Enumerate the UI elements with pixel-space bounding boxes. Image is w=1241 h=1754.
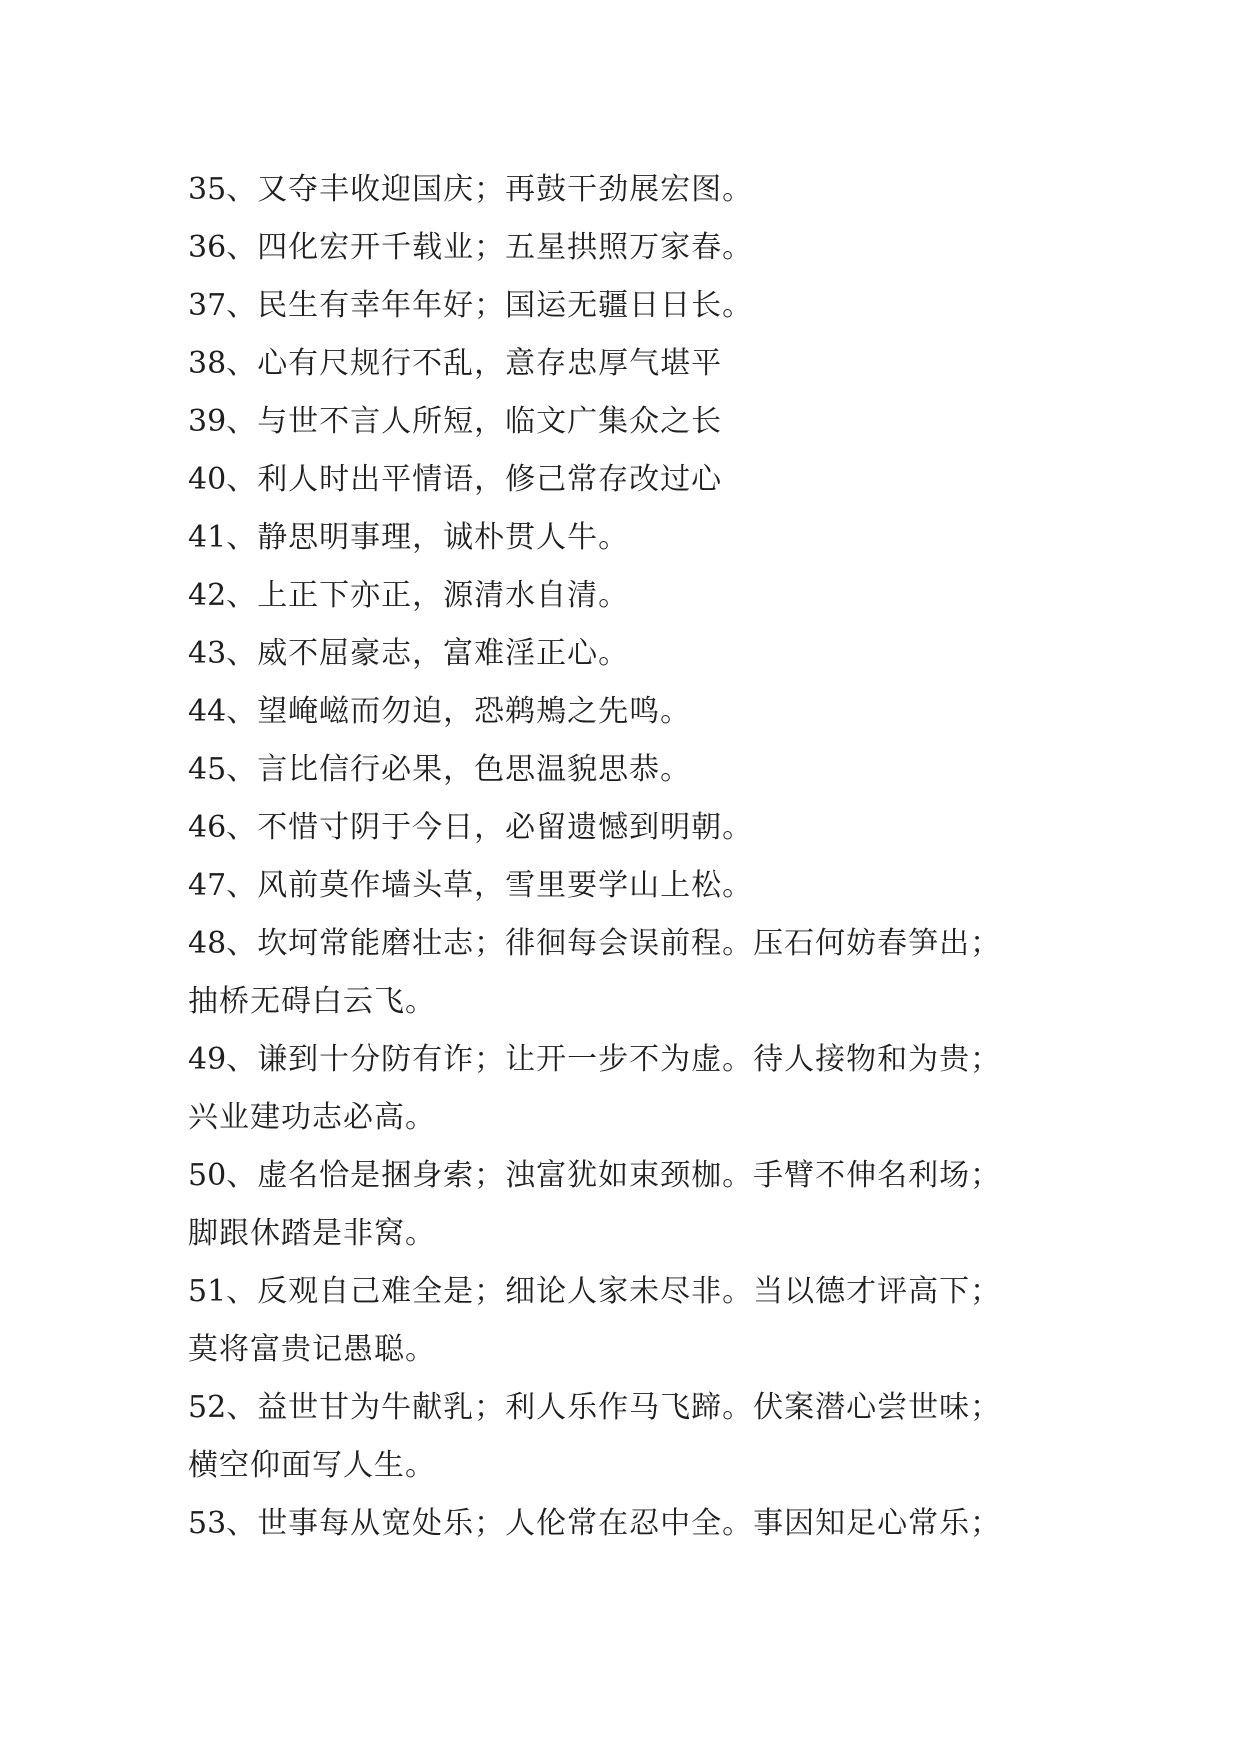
couplet-entry bbox=[188, 335, 1088, 393]
entry-separator: 、 bbox=[226, 1506, 258, 1541]
couplet-first-line bbox=[188, 799, 1088, 857]
couplet-first-line bbox=[188, 277, 1088, 335]
couplet-text: 兴业建功志必高。 bbox=[188, 1100, 436, 1135]
couplet-entry bbox=[188, 1263, 1088, 1379]
couplet-first-line bbox=[188, 567, 1088, 625]
entry-number: 37 bbox=[188, 288, 227, 323]
couplet-entry bbox=[188, 1495, 1088, 1553]
entry-number: 50 bbox=[188, 1158, 227, 1193]
couplet-first-line bbox=[188, 1031, 1088, 1089]
couplet-text: 与世不言人所短，临文广集众之长 bbox=[257, 404, 723, 439]
couplet-first-line bbox=[188, 161, 1088, 219]
couplet-text: 不惜寸阴于今日，必留遗憾到明朝。 bbox=[257, 810, 754, 845]
entry-number: 36 bbox=[188, 230, 227, 265]
entry-number: 47 bbox=[188, 868, 227, 903]
couplet-text: 反观自己难全是；细论人家未尽非。当以德才评高下； bbox=[257, 1274, 1002, 1309]
couplet-first-line bbox=[188, 857, 1088, 915]
couplet-first-line bbox=[188, 393, 1088, 451]
couplet-text: 谦到十分防有诈；让开一步不为虚。待人接物和为贵； bbox=[257, 1042, 1002, 1077]
couplet-text: 益世甘为牛献乳；利人乐作马飞蹄。伏案潜心尝世味； bbox=[257, 1390, 1002, 1425]
couplet-text: 世事每从宽处乐；人伦常在忍中全。事因知足心常乐； bbox=[257, 1506, 1002, 1541]
entry-number: 38 bbox=[188, 346, 227, 381]
couplet-entry bbox=[188, 451, 1088, 509]
entry-separator: 、 bbox=[226, 1274, 258, 1309]
couplet-entry bbox=[188, 683, 1088, 741]
couplet-entry bbox=[188, 567, 1088, 625]
couplet-text: 心有尺规行不乱，意存忠厚气堪平 bbox=[257, 346, 723, 381]
entry-number: 43 bbox=[188, 636, 227, 671]
entry-separator: 、 bbox=[226, 1390, 258, 1425]
entry-separator: 、 bbox=[226, 172, 258, 207]
couplet-entry bbox=[188, 741, 1088, 799]
couplet-first-line bbox=[188, 1263, 1088, 1321]
couplet-text: 坎坷常能磨壮志；徘徊每会误前程。压石何妨春笋出； bbox=[257, 926, 1002, 961]
entry-separator: 、 bbox=[226, 404, 258, 439]
couplet-first-line bbox=[188, 625, 1088, 683]
couplet-entry bbox=[188, 509, 1088, 567]
couplet-text: 莫将富贵记愚聪。 bbox=[188, 1332, 436, 1367]
couplet-continuation-line bbox=[188, 1437, 1088, 1495]
entry-number: 48 bbox=[188, 926, 227, 961]
entry-separator: 、 bbox=[226, 1158, 258, 1193]
couplet-entry bbox=[188, 1031, 1088, 1147]
entry-separator: 、 bbox=[226, 636, 258, 671]
couplet-text: 抽桥无碍白云飞。 bbox=[188, 984, 436, 1019]
entry-separator: 、 bbox=[226, 810, 258, 845]
couplet-entry bbox=[188, 625, 1088, 683]
couplet-text: 四化宏开千载业；五星拱照万家春。 bbox=[257, 230, 754, 265]
entry-separator: 、 bbox=[226, 694, 258, 729]
couplet-text: 威不屈豪志，富难淫正心。 bbox=[257, 636, 630, 671]
entry-separator: 、 bbox=[226, 926, 258, 961]
couplet-text: 风前莫作墙头草，雪里要学山上松。 bbox=[257, 868, 754, 903]
couplet-first-line bbox=[188, 741, 1088, 799]
couplet-first-line bbox=[188, 683, 1088, 741]
couplet-text: 横空仰面写人生。 bbox=[188, 1448, 436, 1483]
couplet-continuation-line bbox=[188, 1205, 1088, 1263]
couplet-first-line bbox=[188, 1147, 1088, 1205]
couplet-first-line bbox=[188, 1495, 1088, 1553]
couplet-first-line bbox=[188, 219, 1088, 277]
entry-number: 39 bbox=[188, 404, 227, 439]
couplet-text: 民生有幸年年好；国运无疆日日长。 bbox=[257, 288, 754, 323]
entry-separator: 、 bbox=[226, 288, 258, 323]
entry-number: 42 bbox=[188, 578, 227, 613]
couplet-text: 言比信行必果，色思温貌思恭。 bbox=[257, 752, 692, 787]
entry-number: 44 bbox=[188, 694, 227, 729]
couplet-entry bbox=[188, 799, 1088, 857]
couplet-entry bbox=[188, 393, 1088, 451]
couplet-entry bbox=[188, 857, 1088, 915]
couplet-entry bbox=[188, 161, 1088, 219]
entry-number: 41 bbox=[188, 520, 227, 555]
couplet-continuation-line bbox=[188, 1089, 1088, 1147]
entry-separator: 、 bbox=[226, 868, 258, 903]
couplet-first-line bbox=[188, 509, 1088, 567]
couplet-entry bbox=[188, 915, 1088, 1031]
couplet-continuation-line bbox=[188, 973, 1088, 1031]
entry-number: 40 bbox=[188, 462, 227, 497]
entry-separator: 、 bbox=[226, 520, 258, 555]
couplet-text: 脚跟休踏是非窝。 bbox=[188, 1216, 436, 1251]
couplet-entry bbox=[188, 1379, 1088, 1495]
entry-separator: 、 bbox=[226, 346, 258, 381]
couplet-first-line bbox=[188, 915, 1088, 973]
couplet-text: 又夺丰收迎国庆；再鼓干劲展宏图。 bbox=[257, 172, 754, 207]
couplet-text: 利人时出平情语，修己常存改过心 bbox=[257, 462, 723, 497]
couplet-entry bbox=[188, 1147, 1088, 1263]
entry-separator: 、 bbox=[226, 752, 258, 787]
couplet-text: 望崦嵫而勿迫，恐鹈鴂之先鸣。 bbox=[257, 694, 692, 729]
entry-number: 49 bbox=[188, 1042, 227, 1077]
entry-number: 53 bbox=[188, 1506, 227, 1541]
entry-number: 35 bbox=[188, 172, 227, 207]
couplet-first-line bbox=[188, 335, 1088, 393]
couplet-entry bbox=[188, 277, 1088, 335]
entry-number: 45 bbox=[188, 752, 227, 787]
entry-number: 51 bbox=[188, 1274, 227, 1309]
couplet-entry bbox=[188, 219, 1088, 277]
couplet-list bbox=[188, 161, 1088, 1553]
entry-number: 46 bbox=[188, 810, 227, 845]
entry-separator: 、 bbox=[226, 1042, 258, 1077]
couplet-first-line bbox=[188, 1379, 1088, 1437]
couplet-first-line bbox=[188, 451, 1088, 509]
entry-separator: 、 bbox=[226, 462, 258, 497]
entry-separator: 、 bbox=[226, 230, 258, 265]
couplet-text: 上正下亦正，源清水自清。 bbox=[257, 578, 630, 613]
couplet-continuation-line bbox=[188, 1321, 1088, 1379]
couplet-text: 静思明事理，诚朴贯人牛。 bbox=[257, 520, 630, 555]
entry-separator: 、 bbox=[226, 578, 258, 613]
entry-number: 52 bbox=[188, 1390, 227, 1425]
couplet-text: 虚名恰是捆身索；浊富犹如束颈枷。手臂不伸名利场； bbox=[257, 1158, 1002, 1193]
